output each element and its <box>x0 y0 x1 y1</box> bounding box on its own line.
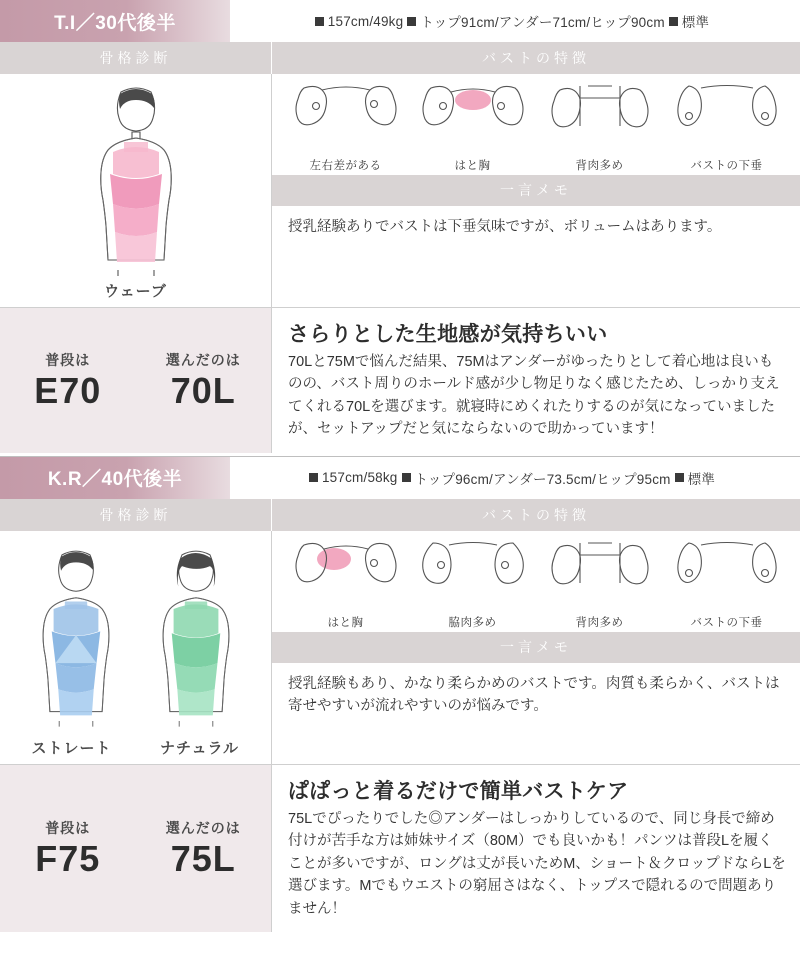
bust-icon-label: バストの下垂 <box>690 616 763 629</box>
stat-body: 157cm/49kg <box>327 13 404 29</box>
stat-measure: トップ96cm/アンダー73.5cm/ヒップ95cm <box>414 471 671 487</box>
chosen-size-value: 75L <box>170 837 236 879</box>
body-figure-wave-icon <box>76 82 196 278</box>
column-headers-2 <box>0 499 800 531</box>
bust-panel-2 <box>272 531 800 764</box>
bust-icon-label: バストの下垂 <box>690 160 763 172</box>
bust-icon-label: 背肉多め <box>575 160 624 172</box>
person-stats-1 <box>230 0 800 42</box>
bust-icon-label: 左右差がある <box>309 160 382 172</box>
review-text-1: 70Lと75Mで悩んだ結果、75Mはアンダーがゆったりとして着心地は良いものの、バスト周りのホールド感が少し物足りなく感じたため、しっかり支えてくれる70Lを選びます。就寝時にめくれたりするのが気になっていましたが、セットアップだと気にならないので助かっています！ <box>288 354 780 438</box>
usual-size-value: E70 <box>34 369 102 411</box>
size-panel-1 <box>0 308 272 453</box>
column-headers-1 <box>0 42 800 74</box>
usual-size-label: 普段は <box>45 819 91 836</box>
stat-type: 標準 <box>681 15 710 30</box>
review-text-2: 75Lでぴったりでした◎アンダーはしっかりしているので、同じ身長で締め付けが苦手な方は姉妹サイズ（80M）でも良いかも！パンツは普段Lを履くことが多いですが、ロングは丈が長いためM、ショート＆クロップドならLを選びます。Mでもウエストの窮屈さはなく、トップスで隠れるので問題ありません！ <box>288 810 786 917</box>
chosen-size-value: 70L <box>170 369 236 411</box>
breast-asymmetry-icon <box>294 80 398 150</box>
review-panel-1 <box>272 308 800 453</box>
bust-icon-row-2 <box>272 531 800 632</box>
column-header-bust: バストの特徴 <box>272 42 800 74</box>
review-title-1: さらりとした生地感が気持ちいい <box>288 323 608 346</box>
figure-captions-1 <box>104 278 167 301</box>
pigeon-chest-icon <box>421 80 525 150</box>
chosen-size-box-2 <box>136 818 272 879</box>
column-header-skeleton: 骨格診断 <box>0 42 272 74</box>
bust-icon-item <box>290 80 402 173</box>
memo-header-1: 一言メモ <box>272 175 800 206</box>
memo-header-2: 一言メモ <box>272 632 800 663</box>
bust-icon-item <box>417 80 529 173</box>
person-name-2: K.R／40代後半 <box>0 457 230 499</box>
bullet-square-icon <box>402 473 411 482</box>
bust-icon-item <box>544 537 656 630</box>
back-fat-icon <box>548 80 652 150</box>
figure-group-1 <box>76 82 196 278</box>
bust-icon-label: 背肉多め <box>575 616 624 629</box>
usual-size-label: 普段は <box>45 351 91 368</box>
bullet-square-icon <box>669 17 678 26</box>
bust-icon-item <box>544 80 656 173</box>
column-header-bust: バストの特徴 <box>272 499 800 531</box>
review-panel-2 <box>272 765 800 932</box>
bullet-square-icon <box>315 17 324 26</box>
figure-caption: ナチュラル <box>159 739 240 757</box>
figure-group-2 <box>20 539 252 735</box>
bust-icon-label: はと胸 <box>327 616 364 629</box>
figure-captions-2 <box>13 735 259 758</box>
person-name-1: T.I／30代後半 <box>0 0 230 42</box>
review-title-2: ぱぱっと着るだけで簡単バストケア <box>288 779 629 803</box>
stat-measure: トップ91cm/アンダー71cm/ヒップ90cm <box>420 15 665 30</box>
person-stats-2 <box>230 457 800 499</box>
usual-size-box-2 <box>0 818 136 879</box>
person-main-row-2 <box>0 531 800 764</box>
person-header-2 <box>0 457 800 499</box>
body-figure-straight-icon <box>20 539 132 735</box>
back-fat-icon <box>548 537 652 607</box>
chosen-size-box-1 <box>136 350 272 411</box>
bullet-square-icon <box>407 17 416 26</box>
person-block-2 <box>0 456 800 932</box>
person-block-1 <box>0 0 800 453</box>
person-summary-row-1 <box>0 307 800 453</box>
body-figure-natural-icon <box>140 539 252 735</box>
column-header-skeleton: 骨格診断 <box>0 499 272 531</box>
sagging-bust-icon <box>675 80 779 150</box>
side-fat-icon <box>421 537 525 607</box>
usual-size-box-1 <box>0 350 136 411</box>
skeleton-panel-1 <box>0 74 272 307</box>
chosen-size-label: 選んだのは <box>165 351 241 368</box>
person-header-1 <box>0 0 800 42</box>
bust-icon-item <box>671 537 783 630</box>
stat-type: 標準 <box>687 471 716 487</box>
figure-caption: ストレート <box>31 739 112 757</box>
chosen-size-label: 選んだのは <box>165 819 241 836</box>
person-main-row-1 <box>0 74 800 307</box>
bust-panel-1 <box>272 74 800 307</box>
usual-size-value: F75 <box>35 837 101 879</box>
stat-body: 157cm/58kg <box>321 470 398 486</box>
size-panel-2 <box>0 765 272 932</box>
person-summary-row-2 <box>0 764 800 932</box>
bust-icon-item <box>671 80 783 173</box>
bust-icon-row-1 <box>272 74 800 175</box>
bullet-square-icon <box>309 473 318 482</box>
memo-text-2: 授乳経験もあり、かなり柔らかめのバストです。肉質も柔らかく、バストは寄せやすいが流れやすいのが悩みです。 <box>288 675 780 715</box>
figure-caption: ウェーブ <box>104 283 167 300</box>
bullet-square-icon <box>675 473 684 482</box>
pigeon-chest-icon <box>294 537 398 607</box>
sagging-bust-icon <box>675 537 779 607</box>
bust-icon-label: はと胸 <box>454 160 491 172</box>
skeleton-panel-2 <box>0 531 272 764</box>
bust-icon-item <box>290 537 402 630</box>
bust-icon-label: 脇肉多め <box>448 616 497 629</box>
bust-icon-item <box>417 537 529 630</box>
memo-text-1: 授乳経験ありでバストは下垂気味ですが、ボリュームはあります。 <box>288 219 722 235</box>
